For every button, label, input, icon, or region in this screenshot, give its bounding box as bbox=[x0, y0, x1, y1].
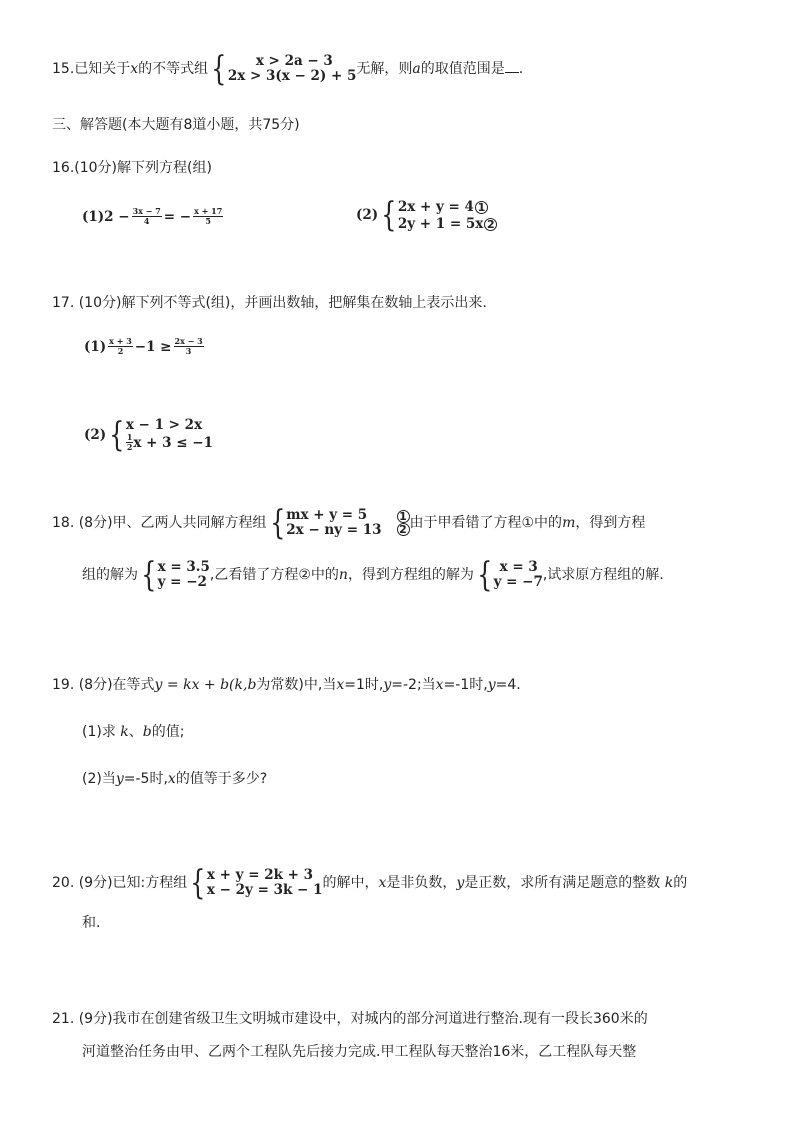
question-21-line-2: 河道整治任务由甲、乙两个工程队先后接力完成.甲工程队每天整治16米，乙工程队每天整 bbox=[82, 1044, 637, 1060]
q18-var-n: n bbox=[338, 567, 348, 583]
q18-text4: ,乙看错了方程②中的 bbox=[209, 567, 339, 583]
q16-p1-label: (1)2 − bbox=[82, 209, 130, 225]
q15-suffix3: . bbox=[518, 61, 524, 77]
q17-p2-half: $\frac{1}{2}$ bbox=[126, 432, 133, 452]
question-20-line-1: 20. (9分)已知:方程组 { x + y = 2k + 3 x − 2y = 3k − 1 的解中，x是非负数，y是正数，求所有满足题意的整数 k的 bbox=[52, 863, 688, 903]
q15-suffix1: 无解，则 bbox=[356, 61, 413, 77]
q18-equation-system bbox=[267, 503, 410, 543]
q15-mid: 的不等式组 bbox=[138, 61, 209, 77]
q18-text1: 由于甲看错了方程①中的 bbox=[409, 515, 563, 531]
q15-inequality-system bbox=[208, 49, 357, 89]
q15-suffix2: 的取值范围是 bbox=[420, 61, 505, 77]
q16-p2-line2: 2y + 1 = 5x bbox=[397, 216, 484, 232]
q15-var-x: x bbox=[130, 61, 139, 77]
circled-number-icon: 2 bbox=[397, 523, 410, 536]
brace-icon: { bbox=[211, 49, 227, 89]
brace-icon: { bbox=[381, 195, 397, 235]
q15-var-a: a bbox=[412, 61, 421, 77]
circled-number-icon: 1 bbox=[397, 510, 410, 523]
q15-prefix: 15.已知关于 bbox=[52, 61, 131, 77]
q19-part-1: (1)求 k、b的值; bbox=[82, 724, 185, 740]
q20-equation-system: { x + y = 2k + 3 x − 2y = 3k − 1 bbox=[190, 863, 323, 903]
q18-solution-1: { x = 3.5 y = −2 bbox=[141, 555, 210, 595]
brace-icon: { bbox=[190, 863, 206, 903]
q19-equation: y = kx + b(k,b bbox=[154, 677, 257, 693]
q18-solution-2: { x = 3 y = −7 bbox=[477, 555, 543, 595]
q16-p1-equals: = − bbox=[163, 209, 192, 225]
circled-number-icon: 2 bbox=[484, 218, 497, 231]
q17-p1-fraction-1: $\frac{x + 3}{2}$ bbox=[109, 336, 132, 356]
answer-blank bbox=[505, 60, 519, 73]
question-20-line-2: 和. bbox=[82, 915, 101, 931]
brace-icon: { bbox=[269, 503, 285, 543]
q16-p1-fraction-1: $\frac{3x - 7}{4}$ bbox=[132, 206, 161, 226]
question-18-line-1 bbox=[52, 503, 646, 543]
q17-p2-line2: x + 3 ≤ −1 bbox=[133, 435, 213, 451]
section-3-heading: 三、解答题(本大题有8道小题，共75分) bbox=[52, 117, 300, 133]
q18-text2: ，得到方程 bbox=[575, 515, 646, 531]
question-16-stem: 16.(10分)解下列方程(组) bbox=[52, 160, 212, 176]
q17-p1-label: (1) bbox=[84, 339, 107, 355]
question-21-line-1: 21. (9分)我市在创建省级卫生文明城市建设中，对城内的部分河道进行整治.现有一段长360米的 bbox=[52, 1011, 648, 1027]
q16-p2-label: (2) bbox=[356, 207, 379, 223]
q18-line2: 2x − ny = 13 bbox=[286, 522, 382, 538]
question-19-stem: 19. (8分)在等式y = kx + b(k,b为常数)中,当x=1时,y=-2;当x=-1时,y=4. bbox=[52, 677, 521, 693]
q16-p2-line1: 2x + y = 4 bbox=[397, 199, 474, 215]
q16-p1-fraction-2: $\frac{x + 17}{5}$ bbox=[194, 206, 223, 226]
q15-line1: x > 2a − 3 bbox=[255, 53, 333, 69]
q18-var-m: m bbox=[562, 515, 576, 531]
q16-part-2 bbox=[356, 195, 497, 235]
q18-text5: ，得到方程组的解为 bbox=[347, 567, 474, 583]
q18-text6: ,试求原方程组的解. bbox=[542, 567, 664, 583]
q17-p1-mid: −1 ≥ bbox=[134, 339, 172, 355]
q17-part-2 bbox=[84, 415, 213, 455]
q19-part-2: (2)当y=-5时,x的值等于多少? bbox=[82, 771, 268, 787]
question-15 bbox=[52, 49, 524, 89]
circled-number-icon: 1 bbox=[475, 201, 488, 214]
q16-part-1 bbox=[82, 206, 225, 226]
q17-p1-fraction-2: $\frac{2x - 3}{3}$ bbox=[174, 336, 203, 356]
q17-p2-line1: x − 1 > 2x bbox=[125, 417, 203, 433]
brace-icon: { bbox=[109, 415, 125, 455]
q17-p2-label: (2) bbox=[84, 427, 107, 443]
brace-icon: { bbox=[477, 555, 493, 595]
q15-line2: 2x > 3(x − 2) + 5 bbox=[227, 68, 357, 84]
question-17-stem: 17. (10分)解下列不等式(组)，并画出数轴，把解集在数轴上表示出来. bbox=[52, 295, 487, 311]
q18-prefix: 18. (8分)甲、乙两人共同解方程组 bbox=[52, 515, 267, 531]
q18-text3: 组的解为 bbox=[82, 567, 138, 583]
q17-part-1 bbox=[84, 336, 206, 356]
q18-line1: mx + y = 5 bbox=[286, 507, 368, 523]
question-18-line-2 bbox=[82, 555, 664, 595]
brace-icon: { bbox=[141, 555, 157, 595]
